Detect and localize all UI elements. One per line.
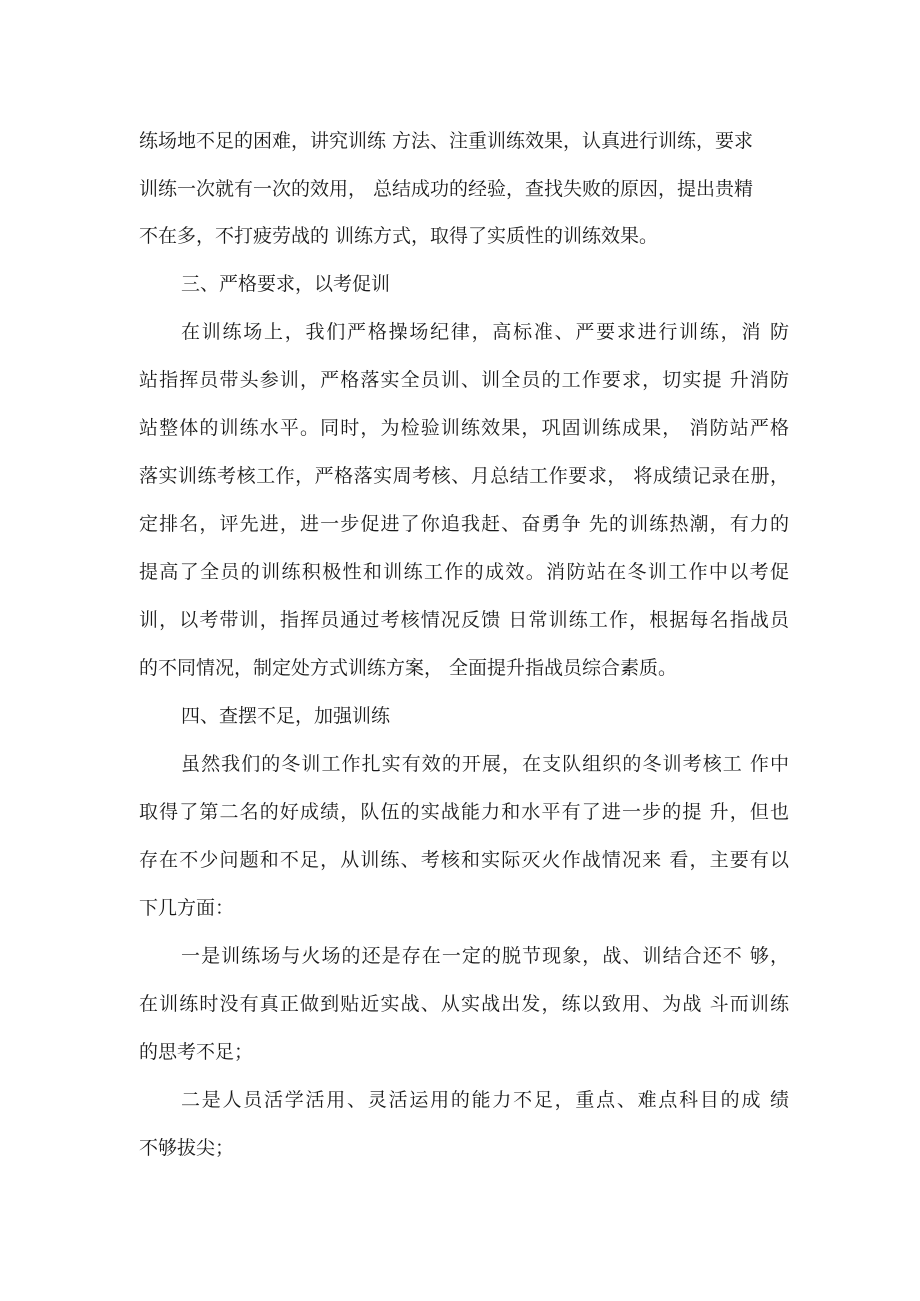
body-text-line: 取得了第二名的好成绩，队伍的实战能力和水平有了进一步的提 升，但也 bbox=[139, 801, 789, 823]
section-heading-three: 三、严格要求，以考促训 bbox=[181, 273, 391, 295]
body-text-line: 提高了全员的训练积极性和训练工作的成效。消防站在冬训工作中以考促 bbox=[139, 561, 789, 583]
body-text-line: 存在不少问题和不足，从训练、考核和实际灭火作战情况来 看，主要有以 bbox=[139, 849, 789, 871]
section-heading-four: 四、查摆不足，加强训练 bbox=[181, 705, 391, 727]
body-text-line: 的不同情况，制定处方式训练方案， 全面提升指战员综合素质。 bbox=[139, 657, 678, 679]
body-text-line: 定排名，评先进，进一步促进了你追我赶、奋勇争 先的训练热潮，有力的 bbox=[139, 513, 789, 535]
body-text-line: 练场地不足的困难，讲究训练 方法、注重训练效果，认真进行训练，要求 bbox=[139, 130, 754, 152]
body-text-line: 不在多，不打疲劳战的 训练方式，取得了实质性的训练效果。 bbox=[139, 225, 659, 247]
body-text-line: 在训练时没有真正做到贴近实战、从实战出发，练以致用、为战 斗而训练 bbox=[139, 993, 789, 1015]
body-text-line: 下几方面： bbox=[139, 897, 235, 919]
body-text-line: 落实训练考核工作，严格落实周考核、月总结工作要求， 将成绩记录在册， bbox=[139, 465, 789, 487]
body-text-line: 不够拔尖； bbox=[139, 1137, 235, 1159]
body-text-line: 站指挥员带头参训，严格落实全员训、训全员的工作要求，切实提 升消防 bbox=[139, 369, 789, 391]
body-text-line: 训练一次就有一次的效用， 总结成功的经验，查找失败的原因，提出贵精 bbox=[139, 178, 754, 200]
body-text-line: 虽然我们的冬训工作扎实有效的开展，在支队组织的冬训考核工 作中 bbox=[181, 753, 789, 775]
body-text-line: 训，以考带训，指挥员通过考核情况反馈 日常训练工作，根据每名指战员 bbox=[139, 609, 789, 631]
body-text-line: 在训练场上，我们严格操场纪律，高标准、严要求进行训练，消 防 bbox=[181, 321, 789, 343]
body-text-line: 的思考不足； bbox=[139, 1041, 254, 1063]
body-text-line: 一是训练场与火场的还是存在一定的脱节现象，战、训结合还不 够， bbox=[181, 945, 789, 967]
body-text-line: 站整体的训练水平。同时，为检验训练效果，巩固训练成果， 消防站严格 bbox=[139, 417, 789, 439]
body-text-line: 二是人员活学活用、灵活运用的能力不足，重点、难点科目的成 绩 bbox=[181, 1089, 789, 1111]
